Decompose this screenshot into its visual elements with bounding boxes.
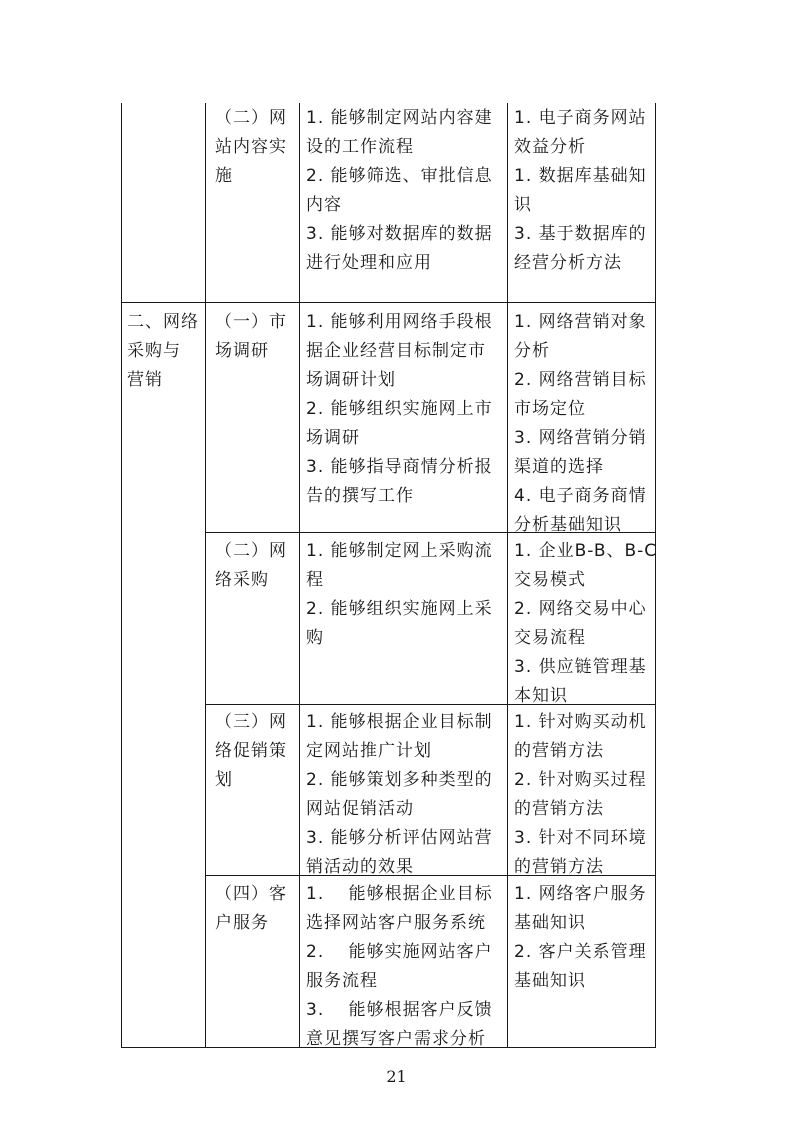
table-col-divider-2 bbox=[299, 103, 300, 1047]
cell-line: 3. 网络营销分销 bbox=[514, 428, 647, 448]
knowledge-cell bbox=[514, 708, 647, 882]
cell-line: 内容 bbox=[306, 195, 342, 215]
unit-cell bbox=[215, 537, 287, 595]
cell-line: 据企业经营目标制定市 bbox=[306, 341, 486, 361]
cell-line: 效益分析 bbox=[514, 137, 586, 157]
cell-line: 1. 网络营销对象 bbox=[514, 312, 647, 332]
cell-line: 3. 基于数据库的 bbox=[514, 224, 647, 244]
cell-line: 网站促销活动 bbox=[306, 799, 414, 819]
cell-line: 2. 网络交易中心 bbox=[514, 599, 647, 619]
cell-line: 定网站推广计划 bbox=[306, 741, 432, 761]
knowledge-cell bbox=[514, 537, 657, 711]
unit-cell bbox=[215, 708, 287, 795]
cell-line: 告的撰写工作 bbox=[306, 486, 414, 506]
cell-line: （一）市 bbox=[215, 312, 287, 332]
cell-line: 服务流程 bbox=[306, 971, 378, 991]
cell-line: 1. 数据库基础知 bbox=[514, 166, 647, 186]
cell-line: 分析基础知识 bbox=[514, 515, 622, 535]
cell-line: 1. 网络客户服务 bbox=[514, 884, 647, 904]
unit-cell bbox=[215, 880, 287, 938]
cell-line: 户服务 bbox=[215, 913, 269, 933]
cell-line: 的营销方法 bbox=[514, 741, 604, 761]
cell-line: 站内容实 bbox=[215, 137, 287, 157]
cell-line: 1. 能够制定网站内容建 bbox=[306, 108, 493, 128]
cell-line: 的营销方法 bbox=[514, 799, 604, 819]
cell-line: 意见撰写客户需求分析 bbox=[306, 1029, 486, 1049]
cell-line: 场调研计划 bbox=[306, 370, 396, 390]
cell-line: 络促销策 bbox=[215, 741, 287, 761]
unit-cell bbox=[215, 308, 287, 366]
skills-cell bbox=[306, 308, 493, 511]
cell-line: 二、网络 bbox=[127, 312, 199, 332]
cell-line: 的营销方法 bbox=[514, 857, 604, 877]
cell-line: 经营分析方法 bbox=[514, 253, 622, 273]
cell-line: 基础知识 bbox=[514, 913, 586, 933]
cell-line: 3. 针对不同环境 bbox=[514, 828, 647, 848]
table-col-divider-1 bbox=[205, 103, 206, 1047]
cell-line: 2. 网络营销目标 bbox=[514, 370, 647, 390]
cell-line: 3. 能够指导商情分析报 bbox=[306, 457, 493, 477]
skills-cell bbox=[306, 880, 493, 1054]
cell-line: 选择网站客户服务系统 bbox=[306, 913, 486, 933]
cell-line: 施 bbox=[215, 166, 233, 186]
cell-line: 销活动的效果 bbox=[306, 857, 414, 877]
row-divider-1 bbox=[121, 302, 656, 303]
cell-line: 交易流程 bbox=[514, 628, 586, 648]
cell-line: 采购与 bbox=[127, 341, 181, 361]
cell-line: 2. 能够组织实施网上市 bbox=[306, 399, 493, 419]
cell-line: 基础知识 bbox=[514, 971, 586, 991]
skills-cell bbox=[306, 708, 493, 882]
knowledge-cell bbox=[514, 880, 647, 996]
cell-line: 2. 能够实施网站客户 bbox=[306, 942, 493, 962]
cell-line: 1. 针对购买动机 bbox=[514, 712, 647, 732]
cell-line: 1. 企业B-B、B-C bbox=[514, 541, 658, 561]
cell-line: （二）网 bbox=[215, 541, 287, 561]
cell-line: 渠道的选择 bbox=[514, 457, 604, 477]
cell-line: 3. 能够分析评估网站营 bbox=[306, 828, 493, 848]
cell-line: 3. 供应链管理基 bbox=[514, 657, 647, 677]
cell-line: 1. 能够根据企业目标制 bbox=[306, 712, 493, 732]
cell-line: 购 bbox=[306, 628, 324, 648]
cell-line: 设的工作流程 bbox=[306, 137, 414, 157]
cell-line: 2. 能够策划多种类型的 bbox=[306, 770, 493, 790]
cell-line: 划 bbox=[215, 770, 233, 790]
cell-line: 本知识 bbox=[514, 686, 568, 706]
cell-line: 场调研 bbox=[306, 428, 360, 448]
cell-line: 络采购 bbox=[215, 570, 269, 590]
cell-line: （二）网 bbox=[215, 108, 287, 128]
cell-line: 市场定位 bbox=[514, 399, 586, 419]
cell-line: 2. 客户关系管理 bbox=[514, 942, 647, 962]
module-cell bbox=[127, 308, 199, 395]
cell-line: 3. 能够对数据库的数据 bbox=[306, 224, 493, 244]
cell-line: 1. 能够制定网上采购流 bbox=[306, 541, 493, 561]
cell-line: 4. 电子商务商情 bbox=[514, 486, 647, 506]
unit-cell bbox=[215, 104, 287, 191]
cell-line: 1. 能够利用网络手段根 bbox=[306, 312, 493, 332]
cell-line: 2. 能够组织实施网上采 bbox=[306, 599, 493, 619]
skills-cell bbox=[306, 104, 493, 278]
skills-cell bbox=[306, 537, 493, 653]
cell-line: 1. 电子商务网站 bbox=[514, 108, 647, 128]
cell-line: 场调研 bbox=[215, 341, 269, 361]
knowledge-cell bbox=[514, 104, 647, 278]
cell-line: 2. 针对购买过程 bbox=[514, 770, 647, 790]
page-number: 21 bbox=[386, 1067, 407, 1086]
cell-line: 2. 能够筛选、审批信息 bbox=[306, 166, 493, 186]
cell-line: （三）网 bbox=[215, 712, 287, 732]
cell-line: 识 bbox=[514, 195, 532, 215]
cell-line: 程 bbox=[306, 570, 324, 590]
cell-line: 交易模式 bbox=[514, 570, 586, 590]
cell-line: 进行处理和应用 bbox=[306, 253, 432, 273]
cell-line: 1. 能够根据企业目标 bbox=[306, 884, 493, 904]
knowledge-cell bbox=[514, 308, 647, 540]
cell-line: 3. 能够根据客户反馈 bbox=[306, 1000, 493, 1020]
cell-line: 营销 bbox=[127, 370, 163, 390]
cell-line: 分析 bbox=[514, 341, 550, 361]
table-col-divider-3 bbox=[507, 103, 508, 1047]
table-left-border bbox=[121, 103, 122, 1047]
cell-line: （四）客 bbox=[215, 884, 287, 904]
